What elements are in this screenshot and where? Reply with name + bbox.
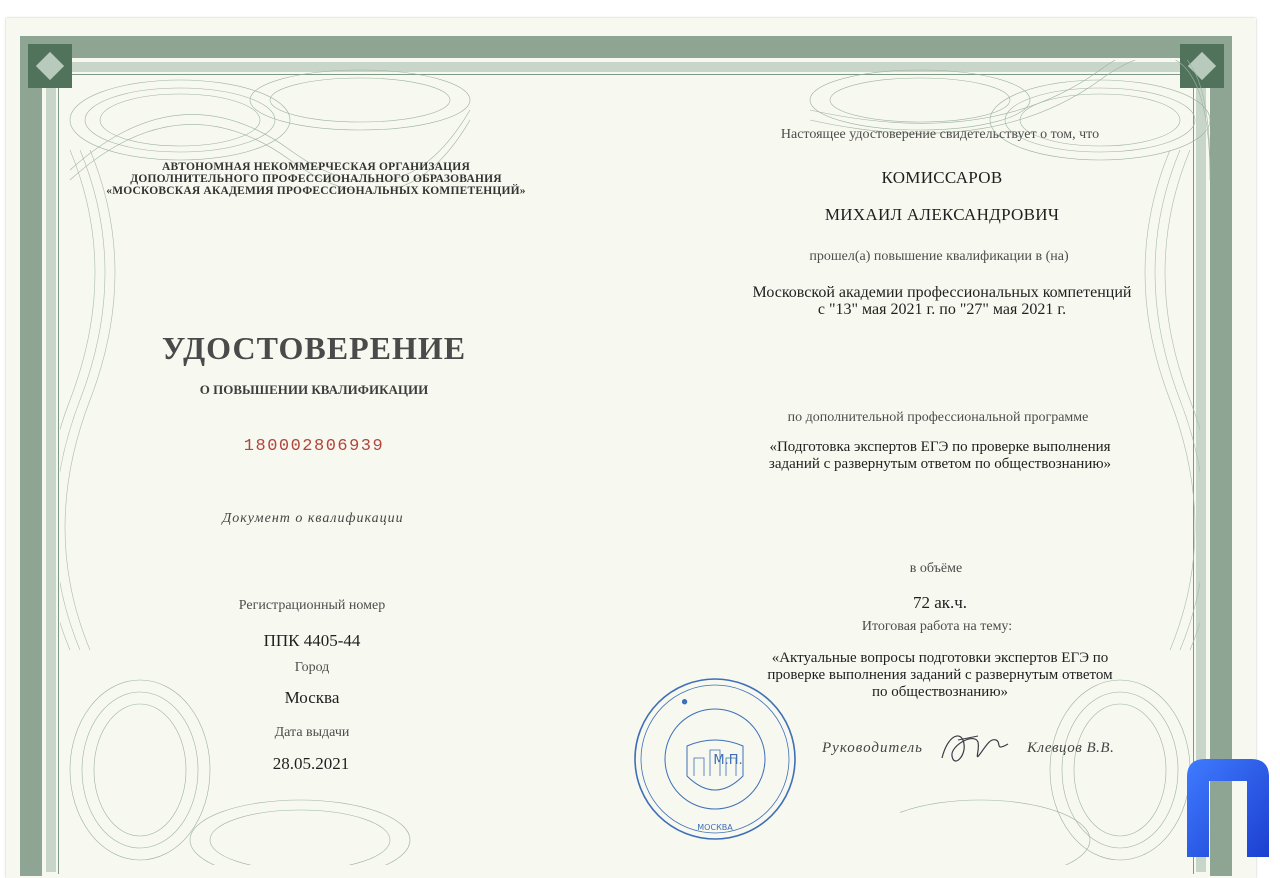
document-title: УДОСТОВЕРЕНИЕ bbox=[161, 330, 467, 366]
institution-name: Московской академии профессиональных компетенций bbox=[752, 284, 1132, 301]
guilloche-ornament-right-edge bbox=[1120, 150, 1200, 650]
program-name-line-2: заданий с развернутым ответом по обществознанию» bbox=[768, 456, 1112, 472]
holder-surname: КОМИССАРОВ bbox=[881, 168, 1003, 187]
final-work-line-2: проверке выполнения заданий с развернутым ответом bbox=[767, 667, 1113, 683]
issue-date-value: 28.05.2021 bbox=[272, 754, 350, 773]
official-stamp bbox=[632, 676, 798, 842]
city-label: Город bbox=[294, 660, 330, 675]
guilloche-ornament-left-edge bbox=[60, 150, 140, 650]
head-label: Руководитель bbox=[822, 740, 923, 756]
program-name-line-1: «Подготовка экспертов ЕГЭ по проверке выполнения bbox=[769, 439, 1111, 455]
passed-training-text: прошел(а) повышение квалификации в (на) bbox=[809, 249, 1069, 264]
final-work-line-3: по обществознанию» bbox=[871, 684, 1009, 700]
brand-logo-icon bbox=[1181, 757, 1271, 857]
stamp-mp: М.П. bbox=[713, 753, 743, 768]
certificate-intro: Настоящее удостоверение свидетельствует о том, что bbox=[780, 127, 1100, 142]
org-name-line-2: ДОПОЛНИТЕЛЬНОГО ПРОФЕССИОНАЛЬНОГО ОБРАЗОВАНИЯ bbox=[130, 173, 502, 185]
registration-number-label: Регистрационный номер bbox=[238, 598, 386, 613]
holder-given-names: МИХАИЛ АЛЕКСАНДРОВИЧ bbox=[824, 205, 1060, 224]
issue-date-label: Дата выдачи bbox=[274, 725, 350, 740]
registration-number-value: ППК 4405-44 bbox=[263, 631, 361, 650]
guilloche-ornament-bottom-left bbox=[60, 650, 420, 865]
volume-label: в объёме bbox=[909, 561, 963, 576]
document-subtitle: О ПОВЫШЕНИИ КВАЛИФИКАЦИИ bbox=[199, 382, 429, 397]
final-work-label: Итоговая работа на тему: bbox=[861, 619, 1013, 634]
serial-number: 180002806939 bbox=[243, 437, 385, 456]
city-value: Москва bbox=[284, 688, 340, 707]
svg-text:●: ● bbox=[679, 696, 690, 707]
head-name: Клевцов В.В. bbox=[1027, 740, 1115, 756]
program-label: по дополнительной профессиональной программе bbox=[787, 410, 1089, 425]
org-name-line-3: «МОСКОВСКАЯ АКАДЕМИЯ ПРОФЕССИОНАЛЬНЫХ КОМПЕТЕНЦИЙ» bbox=[106, 185, 526, 197]
org-name-line-1: АВТОНОМНАЯ НЕКОММЕРЧЕСКАЯ ОРГАНИЗАЦИЯ bbox=[162, 161, 470, 173]
document-type: Документ о квалификации bbox=[222, 511, 404, 526]
volume-value: 72 ак.ч. bbox=[912, 593, 968, 612]
signature-icon bbox=[934, 724, 1014, 774]
training-period: с "13" мая 2021 г. по "27" мая 2021 г. bbox=[817, 301, 1067, 318]
final-work-line-1: «Актуальные вопросы подготовки экспертов ЕГЭ по bbox=[771, 650, 1109, 666]
stamp-city: МОСКВА bbox=[697, 823, 733, 832]
